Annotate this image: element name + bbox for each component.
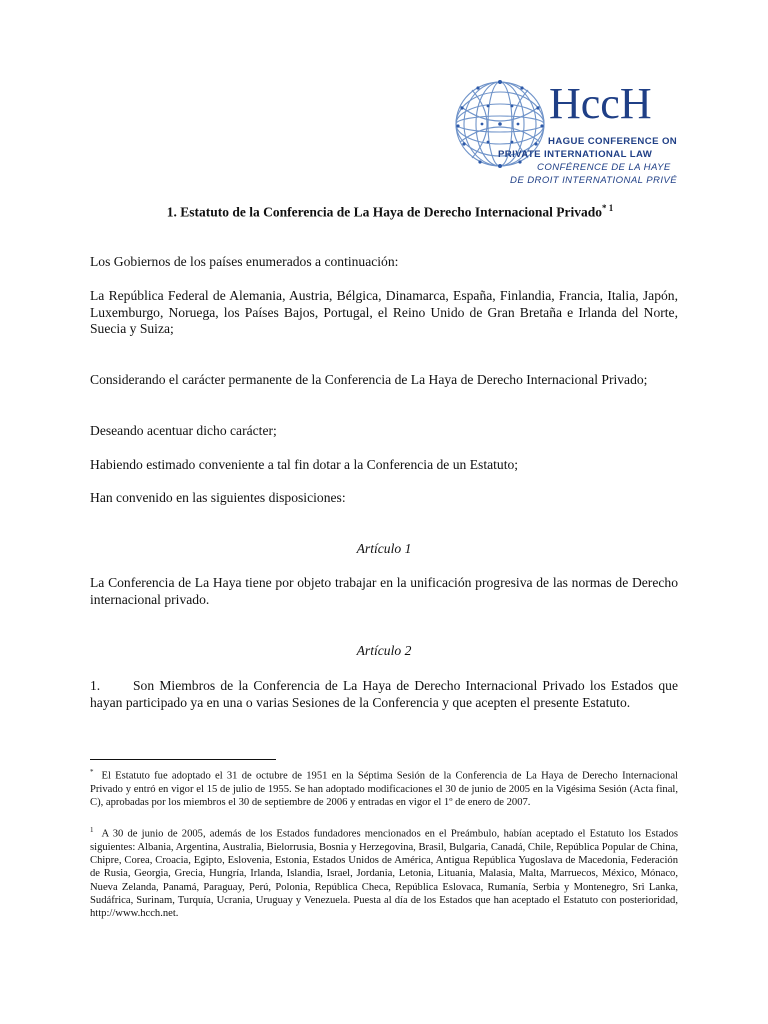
footnote-asterisk bbox=[90, 766, 678, 809]
article-1-text: La Conferencia de La Haya tiene por objeto trabajar en la unificación progresiva de las normas de Derecho internacional privado. bbox=[90, 575, 678, 607]
founding-states-paragraph: La República Federal de Alemania, Austria, Bélgica, Dinamarca, España, Finlandia, Francia, Italia, Japón, Luxemburgo, Noruega, los Países Bajos, Portugal, el Reino Unido de Gran Bretaña e Irlanda del Norte, Suecia y Suiza; bbox=[90, 288, 678, 336]
logo-line-1: HAGUE CONFERENCE ON bbox=[548, 136, 678, 147]
paragraph-number: 1. bbox=[90, 678, 101, 693]
title-text: 1. Estatuto de la Conferencia de La Haya de Derecho Internacional Privado bbox=[166, 204, 602, 220]
preamble-intro: Los Gobiernos de los países enumerados a continuación: bbox=[90, 254, 399, 269]
logo-line-3: CONFÉRENCE DE LA HAYE bbox=[537, 162, 671, 173]
footnote-separator bbox=[90, 759, 276, 760]
document-title bbox=[100, 203, 680, 221]
article-2-paragraph-1 bbox=[90, 678, 678, 711]
logo-wordmark: HccH bbox=[549, 79, 652, 128]
logo-line-2: PRIVATE INTERNATIONAL LAW bbox=[498, 149, 653, 160]
considering-paragraph: Considerando el carácter permanente de la Conferencia de La Haya de Derecho Internacional Privado; bbox=[90, 372, 648, 387]
article-2-heading: Artículo 2 bbox=[356, 643, 412, 658]
desiring-paragraph: Deseando acentuar dicho carácter; bbox=[90, 423, 277, 438]
having-deemed-paragraph: Habiendo estimado conveniente a tal fin dotar a la Conferencia de un Estatuto; bbox=[90, 457, 519, 472]
hcch-logo bbox=[452, 70, 680, 186]
title-footnote-marks: * 1 bbox=[601, 203, 614, 213]
footnote-text: El Estatuto fue adoptado el 31 de octubre de 1951 en la Séptima Sesión de la Conferencia de La Haya de Derecho Internacional Privado y entró en vigor el 15 de julio de 1955. Se han adoptado modificaciones el 30 de junio de 2005 en la Vigésima Sesión (Acta final, C), aprobadas por los miembros el 30 de septiembre de 2006 y entradas en vigor el 1º de enero de 2007. bbox=[90, 770, 678, 809]
footnote-text: A 30 de junio de 2005, además de los Estados fundadores mencionados en el Preámbulo, habían aceptado el Estatuto los Estados siguientes: Albania, Argentina, Australia, Bielorrusia, Bosnia y Herzegovina, Brasil, Bulgaria, Canadá, Chile, República Popular de China, Chipre, Corea, Croacia, Egipto, Eslovenia, Estonia, Estados Unidos de América, Antigua República Yugoslava de Macedonia, Federación de Rusia, Georgia, Grecia, Hungría, Irlanda, Islandia, Israel, Jordania, Letonia, Lituania, Malasia, Malta, Marruecos, México, Mónaco, Nueva Zelanda, Panamá, Paraguay, Perú, Polonia, República Checa, República Eslovaca, Rumanía, Serbia y Montenegro, Sri Lanka, Sudáfrica, Surinam, Turquía, Ucrania, Uruguay y Venezuela. Puesta al día de los Estados que han aceptado el Estatuto con posterioridad, http://www.hcch.net. bbox=[90, 828, 678, 920]
footnote-1 bbox=[90, 824, 678, 921]
footnote-mark: * bbox=[90, 768, 94, 776]
logo-line-4: DE DROIT INTERNATIONAL PRIVÉ bbox=[510, 175, 678, 186]
article-1-heading: Artículo 1 bbox=[356, 541, 412, 556]
article-2-text: Son Miembros de la Conferencia de La Haya de Derecho Internacional Privado los Estados que hayan participado ya en una o varias Sesiones de la Conferencia y que acepten el presente Estatuto. bbox=[90, 678, 678, 710]
agreed-paragraph: Han convenido en las siguientes disposiciones: bbox=[90, 490, 346, 505]
footnote-mark: 1 bbox=[90, 826, 94, 834]
